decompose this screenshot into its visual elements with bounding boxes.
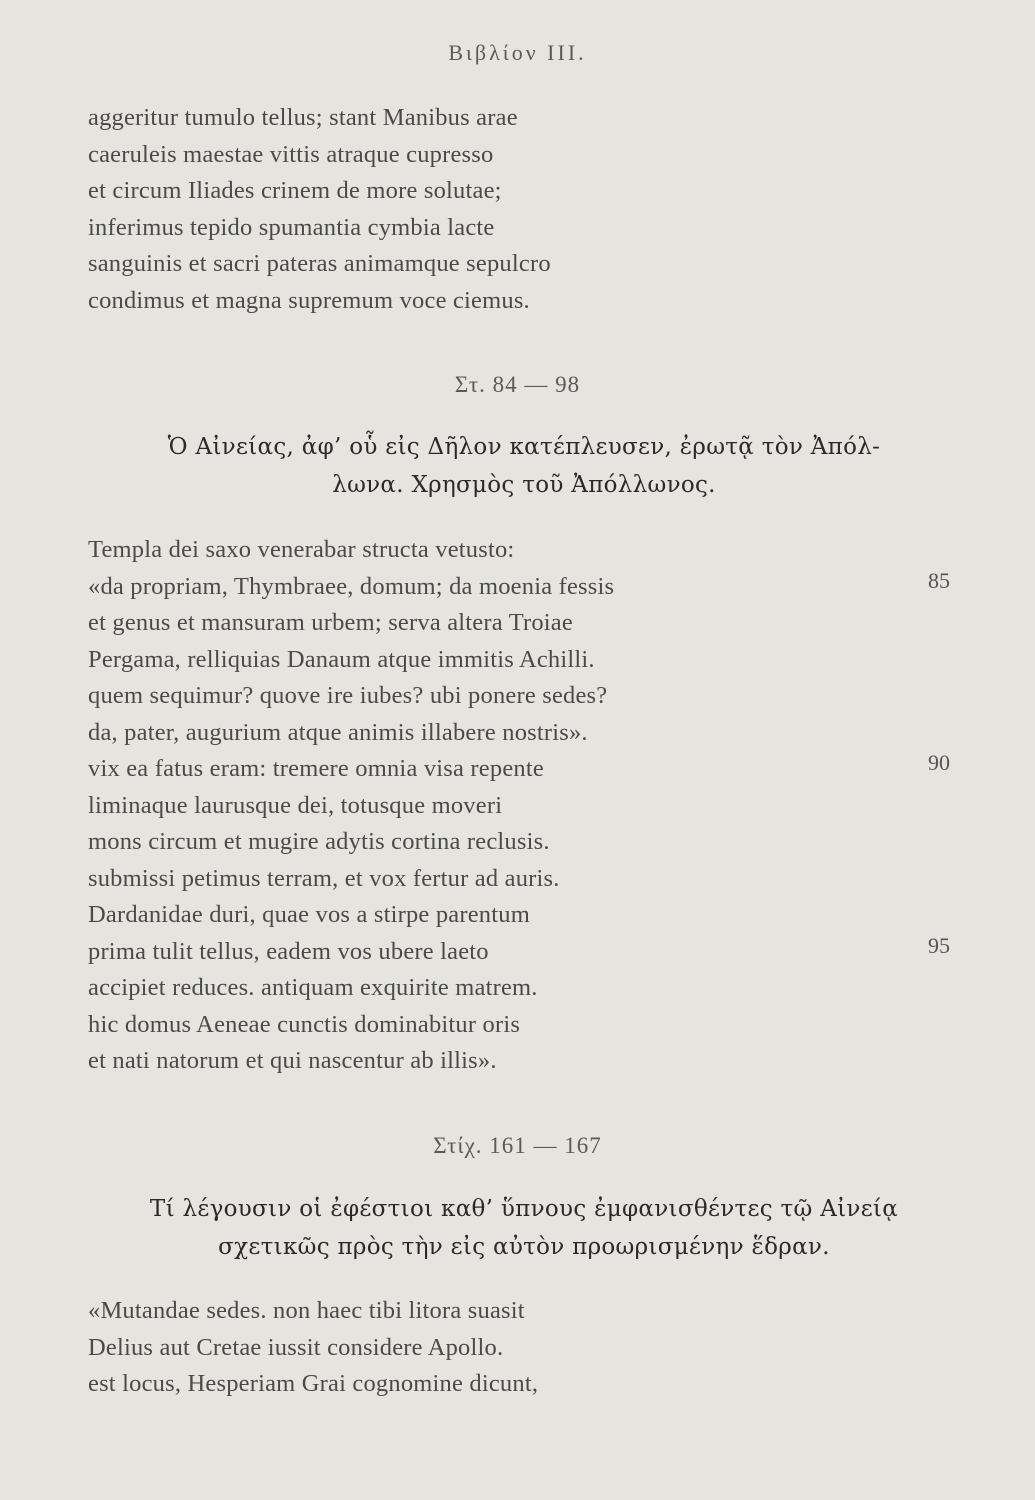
verse-line: Pergama, relliquias Danaum atque immitis Achilli. — [88, 645, 595, 673]
verse-line: quem sequimur? quove ire iubes? ubi ponere sedes? — [88, 682, 608, 709]
heading-line: Τί λέγουσιν οἱ ἐφέστιοι καθ’ ὕπνους ἐμφανισθέντες τῷ Αἰνείᾳ — [149, 1196, 899, 1222]
verse-line: hic domus Aeneae cunctis dominabitur oris — [88, 1010, 521, 1038]
section-heading-2 — [88, 1190, 960, 1266]
verse-block-3 — [88, 1293, 808, 1403]
verse-line: inferimus tepido spumantia cymbia lacte — [88, 213, 495, 241]
verse-line: et genus et mansuram urbem; serva altera Troiae — [88, 609, 573, 636]
verse-line: liminaque laurusque dei, totusque moveri — [88, 791, 503, 819]
verse-line: «da propriam, Thymbraee, domum; da moenia fessis — [88, 572, 615, 600]
verse-line: Templa dei saxo venerabar structa vetusto: — [88, 536, 515, 563]
verse-line: condimus et magna supremum voce ciemus. — [88, 286, 530, 314]
verse-number: 85 — [928, 568, 950, 593]
verse-line: vix ea fatus eram: tremere omnia visa repente — [88, 755, 544, 782]
heading-line: σχετικῶς πρὸς τὴν εἰς αὐτὸν προωρισμένην ἕδραν. — [218, 1234, 830, 1260]
verse-line: Dardanidae duri, quae vos a stirpe parentum — [88, 901, 530, 928]
verse-line: prima tulit tellus, eadem vos ubere laeto — [88, 937, 489, 965]
verse-line: mons circum et mugire adytis cortina reclusis. — [88, 828, 550, 855]
verse-line: aggeritur tumulo tellus; stant Manibus arae — [88, 104, 518, 131]
verse-block-2 — [88, 532, 808, 1080]
heading-line: Ὁ Αἰνείας, ἀφ’ οὗ εἰς Δῆλον κατέπλευσεν, ἐρωτᾷ τὸν Ἀπόλ- — [167, 434, 881, 460]
verse-line: «Mutandae sedes. non haec tibi litora suasit — [88, 1297, 525, 1324]
verse-line: accipiet reduces. antiquam exquirite matrem. — [88, 974, 538, 1001]
verse-line: et nati natorum et qui nascentur ab illis». — [88, 1047, 497, 1074]
section-heading-1 — [88, 428, 960, 504]
section-reference-2: Στίχ. 161 — 167 — [433, 1133, 602, 1158]
verse-line: est locus, Hesperiam Grai cognomine dicunt, — [88, 1370, 539, 1397]
verse-line: submissi petimus terram, et vox fertur ad auris. — [88, 864, 560, 892]
verse-block-1 — [88, 100, 808, 319]
verse-line: et circum Iliades crinem de more solutae; — [88, 177, 502, 204]
verse-line: caeruleis maestae vittis atraque cupresso — [88, 140, 494, 168]
heading-line: λωνα. Χρησμὸς τοῦ Ἀπόλλωνος. — [332, 472, 716, 498]
section-reference-1: Στ. 84 — 98 — [454, 372, 581, 397]
running-head: Βιβλίον III. — [448, 40, 587, 65]
verse-number: 95 — [928, 933, 950, 958]
verse-line: da, pater, augurium atque animis illabere nostris». — [88, 718, 588, 746]
verse-line: sanguinis et sacri pateras animamque sepulcro — [88, 250, 551, 277]
verse-line: Delius aut Cretae iussit considere Apollo. — [88, 1333, 504, 1361]
verse-number: 90 — [928, 750, 950, 775]
